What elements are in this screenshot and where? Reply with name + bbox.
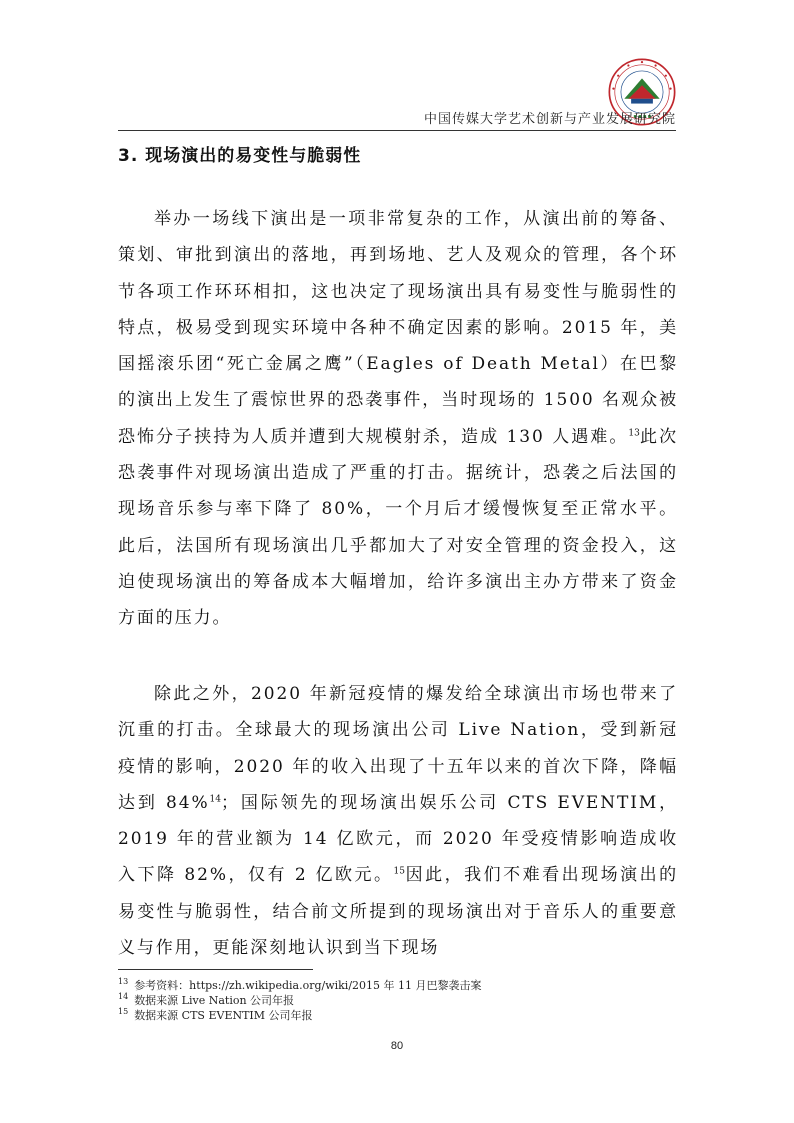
paragraph-text: 举办一场线下演出是一项非常复杂的工作，从演出前的筹备、策划、审批到演出的落地，再到场地、艺人及观众的管理，各个环节各项工作环环相扣，这也决定了现场演出具有易变性与脆弱性的特点，极易受到现实环境中各种不确定因素的影响。2015 年，美国摇滚乐团“死亡金属之鹰”（Eagles of Death Metal）在巴黎的演出上发生了震惊世界的恐袭事件，当时现场的 1500 名观众被恐怖分子挟持为人质并遭到大规模射杀，造成 130 人遇难。	[118, 209, 678, 447]
page-number: 80	[390, 1040, 404, 1052]
footnotes	[118, 978, 678, 1023]
footnote	[118, 978, 678, 993]
paragraph-text: 此次恐袭事件对现场演出造成了严重的打击。据统计，恐袭之后法国的现场音乐参与率下降了 80%，一个月后才缓慢恢复至正常水平。此后，法国所有现场演出几乎都加大了对安全管理的资金投入，这迫使现场演出的筹备成本大幅增加，给许多演出主办方带来了资金方面的压力。	[118, 426, 678, 629]
paragraph-text: ；国际领先的现场演出娱乐公司 CTS EVENTIM，2019 年的营业额为 14 亿欧元，而 2020 年受疫情影响造成收入下降 82%，仅有 2 亿欧元。	[118, 792, 679, 886]
footnote-text: 数据来源 Live Nation 公司年报	[134, 994, 295, 1007]
header-divider	[118, 130, 676, 131]
body-paragraph-2	[118, 676, 678, 966]
footnote-number: 13	[118, 977, 129, 987]
paragraph-text: 因此，我们不难看出现场演出的易变性与脆弱性，结合前文所提到的现场演出对于音乐人的重要意义与作用，更能深刻地认识到当下现场	[118, 865, 678, 959]
footnote-text: 数据来源 CTS EVENTIM 公司年报	[134, 1009, 313, 1022]
footnote-divider	[118, 969, 313, 970]
footnote-number: 15	[118, 1007, 129, 1017]
footnote-number: 14	[118, 992, 129, 1002]
footnote	[118, 993, 678, 1008]
section-heading: 3. 现场演出的易变性与脆弱性	[118, 146, 362, 166]
header-title: 中国传媒大学艺术创新与产业发展研究院	[423, 112, 676, 127]
paragraph-text: 除此之外，2020 年新冠疫情的爆发给全球演出市场也带来了沉重的打击。全球最大的现场演出公司 Live Nation，受到新冠疫情的影响，2020 年的收入出现了十五年以来的首次下降，降幅达到 84%	[118, 684, 678, 813]
footnote-reference[interactable]: 15	[393, 866, 405, 877]
footnote-reference[interactable]: 13	[628, 428, 640, 439]
footnote	[118, 1008, 678, 1023]
footnote-reference[interactable]: 14	[209, 794, 221, 805]
footnote-text[interactable]: 参考资料：https://zh.wikipedia.org/wiki/2015 年 11 月巴黎袭击案	[134, 979, 482, 992]
body-paragraph-1	[118, 201, 678, 637]
